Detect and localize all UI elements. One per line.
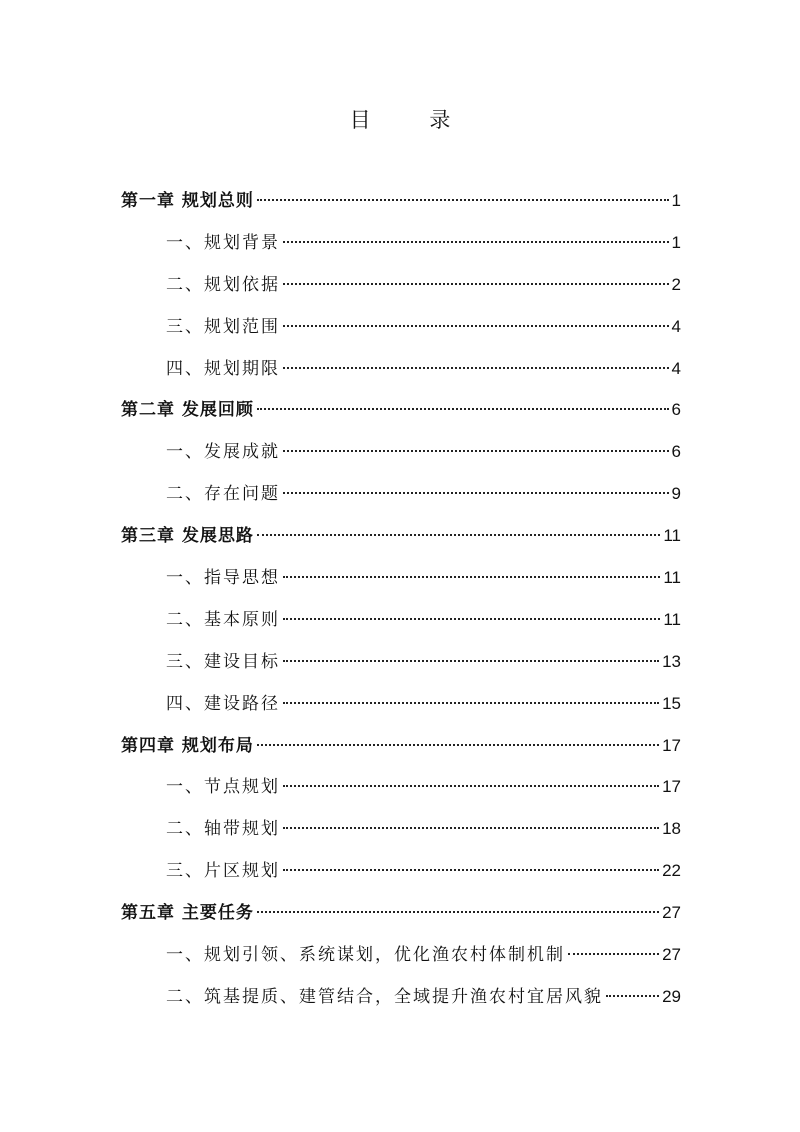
- page-title: 目 录: [349, 108, 477, 132]
- toc-page-number: 29: [662, 986, 681, 1006]
- toc-entry-label: 二、存在问题: [166, 484, 280, 505]
- toc-entry-label: 四、建设路径: [166, 693, 280, 714]
- dot-leader: [257, 911, 659, 913]
- toc-chapter-entry[interactable]: [121, 730, 681, 772]
- toc-entry-label: 一、节点规划: [166, 777, 280, 798]
- toc-section-entry[interactable]: [121, 269, 681, 311]
- toc-entry-label: 一、发展成就: [166, 442, 280, 463]
- toc-page-number: 9: [671, 484, 681, 504]
- toc-section-entry[interactable]: [121, 855, 681, 897]
- toc-page-number: 27: [662, 903, 681, 923]
- toc-entry-label: 二、规划依据: [166, 274, 280, 295]
- dot-leader: [283, 241, 669, 243]
- dot-leader: [283, 450, 669, 452]
- toc-section-entry[interactable]: [121, 688, 681, 730]
- toc-page-number: 6: [671, 442, 681, 462]
- toc-entry-label: 一、规划背景: [166, 232, 280, 253]
- toc-chapter-entry[interactable]: [121, 897, 681, 939]
- dot-leader: [283, 325, 669, 327]
- toc-page-number: 11: [663, 609, 681, 629]
- toc-page-number: 17: [662, 735, 681, 755]
- toc-section-entry[interactable]: [121, 981, 681, 1023]
- toc-page-number: 1: [671, 232, 681, 252]
- toc-section-entry[interactable]: [121, 604, 681, 646]
- toc-entry-label: 四、规划期限: [166, 358, 280, 379]
- toc-page-number: 13: [662, 651, 681, 671]
- toc-section-entry[interactable]: [121, 311, 681, 353]
- table-of-contents: [121, 185, 681, 1023]
- dot-leader: [606, 995, 659, 997]
- dot-leader: [568, 953, 659, 955]
- toc-chapter-entry[interactable]: [121, 185, 681, 227]
- toc-section-entry[interactable]: [121, 562, 681, 604]
- toc-entry-label: 第二章 发展回顾: [121, 400, 254, 421]
- dot-leader: [257, 744, 659, 746]
- toc-page-number: 27: [662, 945, 681, 965]
- dot-leader: [283, 869, 659, 871]
- toc-entry-label: 一、规划引领、系统谋划，优化渔农村体制机制: [166, 945, 565, 966]
- dot-leader: [257, 408, 669, 410]
- toc-entry-label: 二、筑基提质、建管结合，全域提升渔农村宜居风貌: [166, 986, 603, 1007]
- dot-leader: [283, 702, 659, 704]
- toc-page-number: 11: [663, 526, 681, 546]
- toc-page-number: 17: [662, 777, 681, 797]
- dot-leader: [283, 367, 669, 369]
- toc-page-number: 18: [662, 819, 681, 839]
- dot-leader: [283, 827, 659, 829]
- toc-section-entry[interactable]: [121, 227, 681, 269]
- dot-leader: [283, 660, 659, 662]
- toc-entry-label: 二、基本原则: [166, 609, 280, 630]
- toc-entry-label: 三、规划范围: [166, 316, 280, 337]
- toc-entry-label: 第三章 发展思路: [121, 526, 254, 547]
- dot-leader: [283, 576, 660, 578]
- toc-section-entry[interactable]: [121, 478, 681, 520]
- dot-leader: [283, 618, 660, 620]
- toc-page-number: 1: [671, 191, 681, 210]
- toc-page-number: 22: [662, 861, 681, 881]
- toc-chapter-entry[interactable]: [121, 520, 681, 562]
- toc-page-number: 6: [671, 400, 681, 420]
- toc-section-entry[interactable]: [121, 436, 681, 478]
- dot-leader: [257, 534, 660, 536]
- toc-page-number: 11: [663, 568, 681, 588]
- toc-entry-label: 第五章 主要任务: [121, 903, 254, 924]
- dot-leader: [283, 283, 669, 285]
- toc-page-number: 15: [662, 693, 681, 713]
- toc-chapter-entry[interactable]: [121, 394, 681, 436]
- toc-entry-label: 第四章 规划布局: [121, 735, 254, 756]
- toc-section-entry[interactable]: [121, 939, 681, 981]
- toc-section-entry[interactable]: [121, 353, 681, 395]
- toc-entry-label: 一、指导思想: [166, 568, 280, 589]
- toc-entry-label: 第一章 规划总则: [121, 191, 254, 211]
- toc-entry-label: 三、片区规划: [166, 861, 280, 882]
- toc-entry-label: 二、轴带规划: [166, 819, 280, 840]
- toc-section-entry[interactable]: [121, 813, 681, 855]
- toc-entry-label: 三、建设目标: [166, 651, 280, 672]
- dot-leader: [283, 785, 659, 787]
- toc-section-entry[interactable]: [121, 646, 681, 688]
- toc-page-number: 2: [671, 274, 681, 294]
- dot-leader: [257, 199, 669, 201]
- toc-section-entry[interactable]: [121, 771, 681, 813]
- toc-page-number: 4: [671, 358, 681, 378]
- dot-leader: [283, 492, 669, 494]
- toc-page-number: 4: [671, 316, 681, 336]
